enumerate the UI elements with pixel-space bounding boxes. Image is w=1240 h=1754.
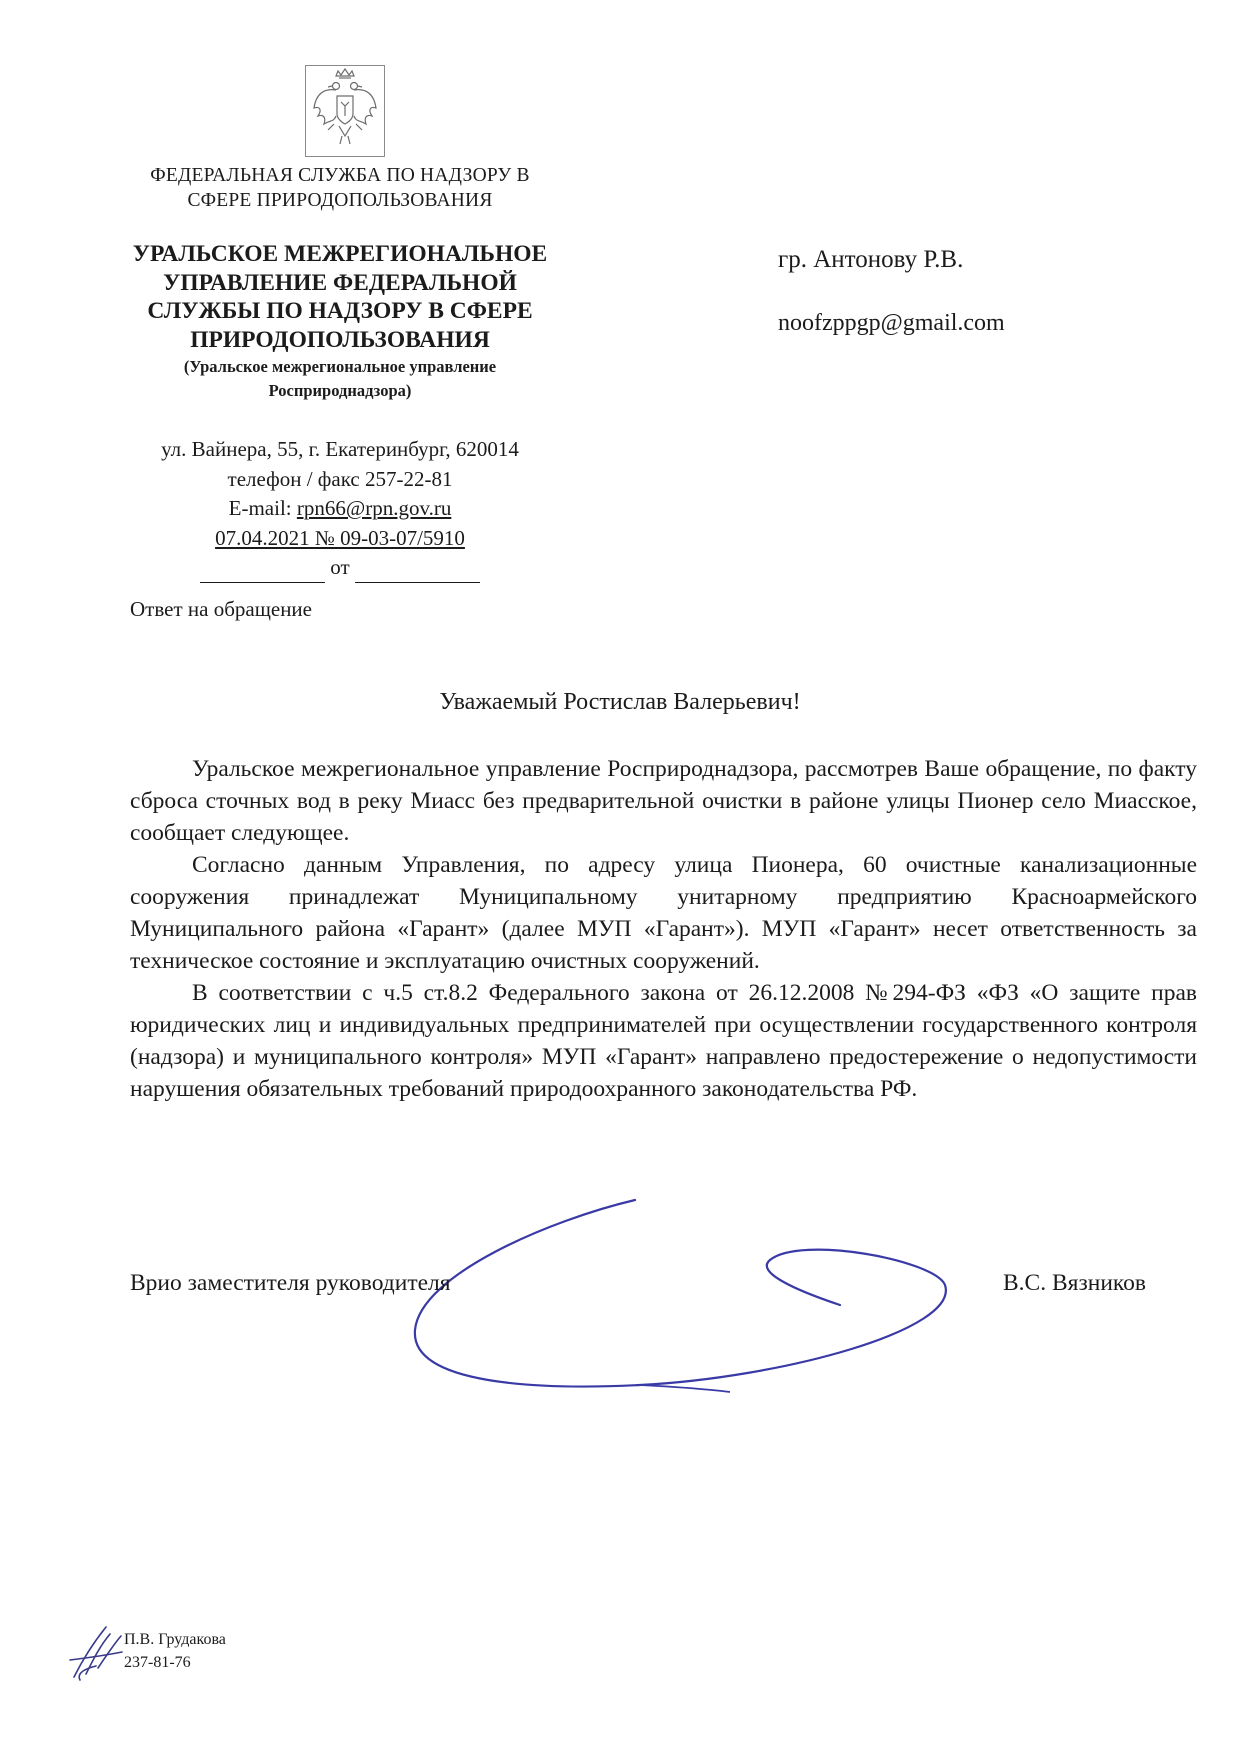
phone-fax: телефон / факс 257-22-81 — [227, 466, 453, 491]
recipient-name: гр. Антонову Р.В. — [778, 246, 964, 273]
letter-body — [130, 753, 1197, 1105]
postal-address: ул. Вайнера, 55, г. Екатеринбург, 620014 — [161, 437, 519, 461]
address-block — [100, 435, 580, 583]
signer-name: В.С. Вязников — [1003, 1270, 1146, 1296]
reference-line — [100, 553, 580, 583]
body-paragraph: Уральское межрегиональное управление Росприроднадзора, рассмотрев Ваше обращение, по факту сброса сточных вод в реку Миасс без предварительной очистки в районе улицы Пионер село Миасское, сообщает следующее. — [130, 756, 1197, 846]
letter-subject: Ответ на обращение — [130, 597, 312, 621]
body-paragraph: В соответствии с ч.5 ст.8.2 Федерального закона от 26.12.2008 №294-ФЗ «ФЗ «О защите прав юридических лиц и индивидуальных предпринимателей при осуществлении государственного контроля (надзора) и муниципального контроля» МУП «Гарант» направлено предостережение о недопустимости нарушения обязательных требований природоохранного законодательства РФ. — [130, 980, 1197, 1102]
executor-name: П.В. Грудакова — [124, 1631, 226, 1648]
russian-coat-of-arms-icon — [306, 66, 384, 156]
org-email-line — [100, 494, 580, 524]
org-short-line: Росприроднадзора) — [268, 381, 412, 400]
reference-blank — [355, 562, 480, 583]
email-label: E-mail: — [228, 496, 297, 520]
organization-name — [100, 240, 580, 354]
agency-line: СФЕРЕ ПРИРОДОПОЛЬЗОВАНИЯ — [187, 190, 493, 211]
executor-initials-signature — [66, 1622, 126, 1684]
org-line: СЛУЖБЫ ПО НАДЗОРУ В СФЕРЕ — [147, 298, 533, 324]
registration-number: 07.04.2021 № 09-03-07/5910 — [215, 525, 465, 550]
executor-info — [124, 1628, 226, 1674]
agency-name — [100, 163, 580, 213]
org-short-line: (Уральское межрегиональное управление — [183, 357, 497, 376]
org-line: ПРИРОДОПОЛЬЗОВАНИЯ — [190, 326, 490, 353]
organization-short-name — [100, 355, 580, 403]
coat-of-arms-emblem — [305, 65, 385, 157]
org-line: УРАЛЬСКОЕ МЕЖРЕГИОНАЛЬНОЕ — [132, 241, 548, 267]
reference-blank — [200, 562, 325, 583]
recipient-email[interactable]: noofzppgp@gmail.com — [778, 310, 1005, 336]
executor-phone: 237-81-76 — [124, 1654, 191, 1671]
body-paragraph: Согласно данным Управления, по адресу улица Пионера, 60 очистные канализационные сооружения принадлежат Муниципальному унитарному предприятию Красноармейского Муниципального района «Гарант» (далее МУП «Гарант»). МУП «Гарант» несет ответственность за техническое состояние и эксплуатацию очистных сооружений. — [130, 852, 1197, 974]
handwritten-signature — [400, 1180, 1120, 1440]
signer-title: Врио заместителя руководителя — [130, 1270, 451, 1296]
org-line: УПРАВЛЕНИЕ ФЕДЕРАЛЬНОЙ — [163, 269, 517, 296]
org-email-link[interactable]: rpn66@rpn.gov.ru — [296, 496, 452, 520]
reference-from: от — [330, 555, 350, 579]
agency-line: ФЕДЕРАЛЬНАЯ СЛУЖБА ПО НАДЗОРУ В — [150, 165, 530, 186]
greeting: Уважаемый Ростислав Валерьевич! — [439, 689, 801, 715]
